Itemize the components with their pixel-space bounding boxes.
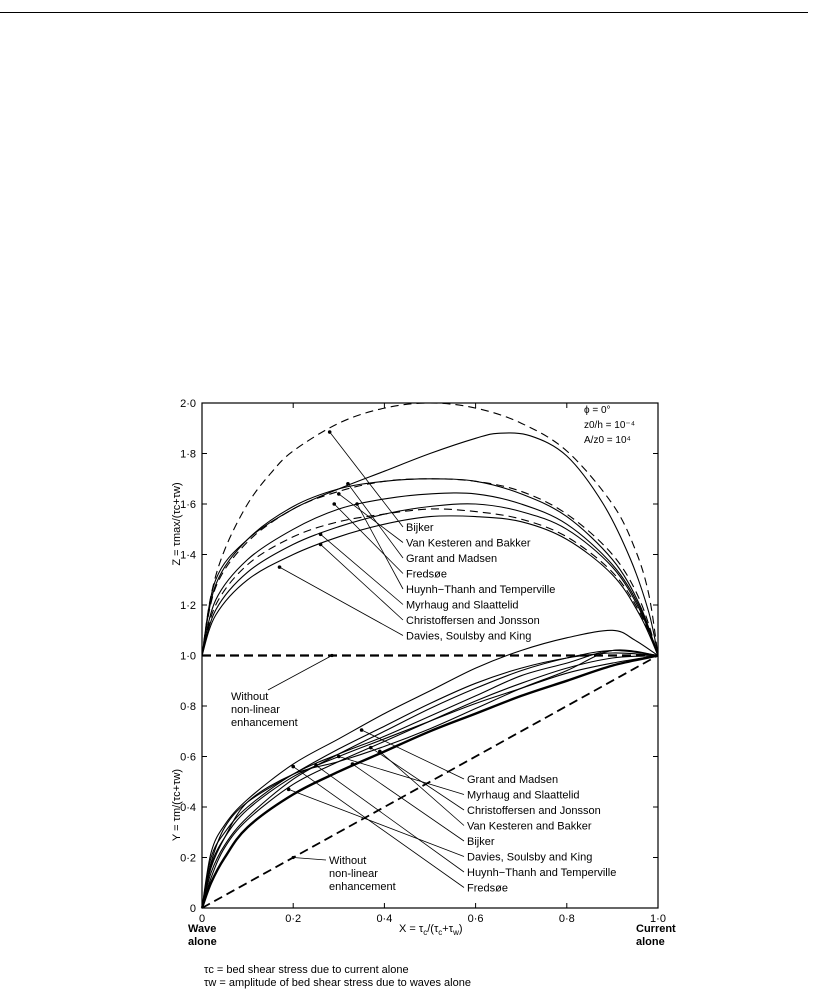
x-tick-label: 0·4 xyxy=(376,913,393,925)
lower-legend-item-2: Myrhaug and Slaattelid xyxy=(467,789,580,802)
upper-axis-title xyxy=(171,482,183,565)
upper-leader-line-5 xyxy=(357,504,403,589)
parameter-z0-h: z0/h = 10⁻⁴ xyxy=(584,420,635,431)
y-tick-label: 1·0 xyxy=(180,650,196,663)
lower-leader-dot-7 xyxy=(314,764,318,768)
upper-leader-line-8 xyxy=(280,567,403,635)
upper-reference-annotation xyxy=(231,691,298,729)
upper-axis-title-text: Z = τmax/(τc+τw) xyxy=(171,482,183,566)
upper-legend-item-5: Huynh−Thanh and Temperville xyxy=(406,584,556,596)
y-tick-label: 0·4 xyxy=(180,802,196,814)
x-axis-left-end xyxy=(188,923,217,948)
y-tick-label: 1·2 xyxy=(180,600,196,612)
x-tick-label: 0 xyxy=(198,913,206,925)
lower-leader-line-4 xyxy=(380,751,464,825)
lower-reference-label-line-2: non-linear xyxy=(329,868,378,880)
lower-axis-title-text: Y = τm/(τc+τw) xyxy=(171,768,183,842)
lower-legend-item-6: Davies, Soulsby and King xyxy=(467,851,593,864)
upper-legend-item-7: Christoffersen and Jonsson xyxy=(406,615,540,627)
upper-reference-leader xyxy=(268,656,332,691)
lower-reference-label-line-1: Without xyxy=(329,855,367,867)
legend-leader-lines xyxy=(278,430,464,887)
upper-leader-line-4 xyxy=(334,504,403,574)
upper-reference-label-line-1: Without xyxy=(231,691,269,703)
lower-legend-item-7: Huynh−Thanh and Temperville xyxy=(467,867,617,879)
lower-leader-line-5 xyxy=(352,764,464,841)
lower-leader-dot-4 xyxy=(378,750,382,754)
lower-leader-line-8 xyxy=(293,767,464,888)
lower-leader-dot-3 xyxy=(369,746,373,750)
upper-legend-item-2: Van Kesteren and Bakker xyxy=(406,537,531,550)
upper-legend-item-1: Bijker xyxy=(406,522,434,534)
footnote-tau-c: τc = bed shear stress due to current alone xyxy=(204,964,409,976)
wave-alone-line-2: alone xyxy=(188,936,217,948)
upper-leader-dot-2 xyxy=(337,492,341,496)
x-tick-label: 0·2 xyxy=(285,913,302,925)
x-tick-label: 1·0 xyxy=(650,913,666,925)
footnote-tau-w: τw = amplitude of bed shear stress due to waves alone xyxy=(204,977,471,989)
lower-legend-item-4: Van Kesteren and Bakker xyxy=(467,820,592,833)
upper-leader-line-7 xyxy=(321,544,403,620)
wave-alone-line-1: Wave xyxy=(188,923,217,935)
y-tick-label: 1·8 xyxy=(180,448,196,461)
upper-reference-label-line-2: non-linear xyxy=(231,704,280,716)
y-tick-label: 1·6 xyxy=(180,499,196,511)
z-curve-4 xyxy=(202,479,658,656)
y-tick-label: 0·8 xyxy=(180,701,196,713)
lower-legend-item-5: Bijker xyxy=(467,836,495,848)
parameter-a-z0: A/z0 = 10⁴ xyxy=(584,435,631,446)
current-alone-line-1: Current xyxy=(636,923,676,935)
upper-leader-line-6 xyxy=(321,534,403,604)
upper-leader-dot-7 xyxy=(319,543,323,547)
lower-leader-dot-8 xyxy=(291,765,295,769)
y-tick-label: 0·2 xyxy=(180,852,196,865)
lower-legend xyxy=(467,774,616,895)
lower-leader-dot-5 xyxy=(351,762,355,766)
upper-leader-dot-1 xyxy=(328,430,332,434)
upper-leader-dot-4 xyxy=(332,502,336,506)
upper-legend xyxy=(406,522,555,643)
lower-reference-leader xyxy=(293,858,326,861)
upper-legend-item-6: Myrhaug and Slaattelid xyxy=(406,599,519,612)
x-axis-right-end xyxy=(636,923,676,948)
lower-reference-label-line-3: enhancement xyxy=(329,881,396,893)
y-tick-label: 0 xyxy=(189,903,196,915)
lower-legend-item-3: Christoffersen and Jonsson xyxy=(467,805,601,817)
y-tick-label: 1·4 xyxy=(180,549,196,562)
lower-reference-dot xyxy=(292,856,295,859)
upper-reference-dot xyxy=(330,654,333,657)
lower-reference-annotation xyxy=(329,855,396,893)
upper-legend-item-3: Grant and Madsen xyxy=(406,553,498,565)
lower-leader-dot-1 xyxy=(360,728,364,732)
y-tick-label: 0·6 xyxy=(180,751,196,764)
upper-leader-dot-3 xyxy=(346,482,350,486)
upper-legend-item-4: Fredsøe xyxy=(406,568,447,581)
lower-leader-dot-2 xyxy=(337,755,341,759)
upper-legend-item-8: Davies, Soulsby and King xyxy=(406,630,532,643)
upper-leader-dot-8 xyxy=(278,565,282,569)
parameter-box xyxy=(584,405,635,446)
current-alone-line-2: alone xyxy=(636,936,665,948)
x-axis-title: $X = \tau_c/(\tau_c+\tau_w)$ xyxy=(399,923,463,937)
parameter-phi: ϕ = 0° xyxy=(584,405,611,416)
lower-axis-title xyxy=(171,769,183,841)
lower-leader-line-2 xyxy=(339,757,464,795)
x-tick-label: 0·8 xyxy=(558,913,575,925)
x-tick-label: 0·6 xyxy=(467,913,484,925)
upper-leader-dot-5 xyxy=(355,502,359,506)
lower-legend-item-8: Fredsøe xyxy=(467,882,508,895)
lower-legend-item-1: Grant and Madsen xyxy=(467,774,559,786)
lower-leader-dot-6 xyxy=(287,788,291,792)
upper-reference-label-line-3: enhancement xyxy=(231,717,298,729)
footnotes xyxy=(204,964,471,989)
y-tick-label: 2·0 xyxy=(180,398,196,410)
upper-leader-line-1 xyxy=(330,432,403,527)
upper-leader-dot-6 xyxy=(319,533,323,537)
z-curve-3 xyxy=(202,479,658,656)
